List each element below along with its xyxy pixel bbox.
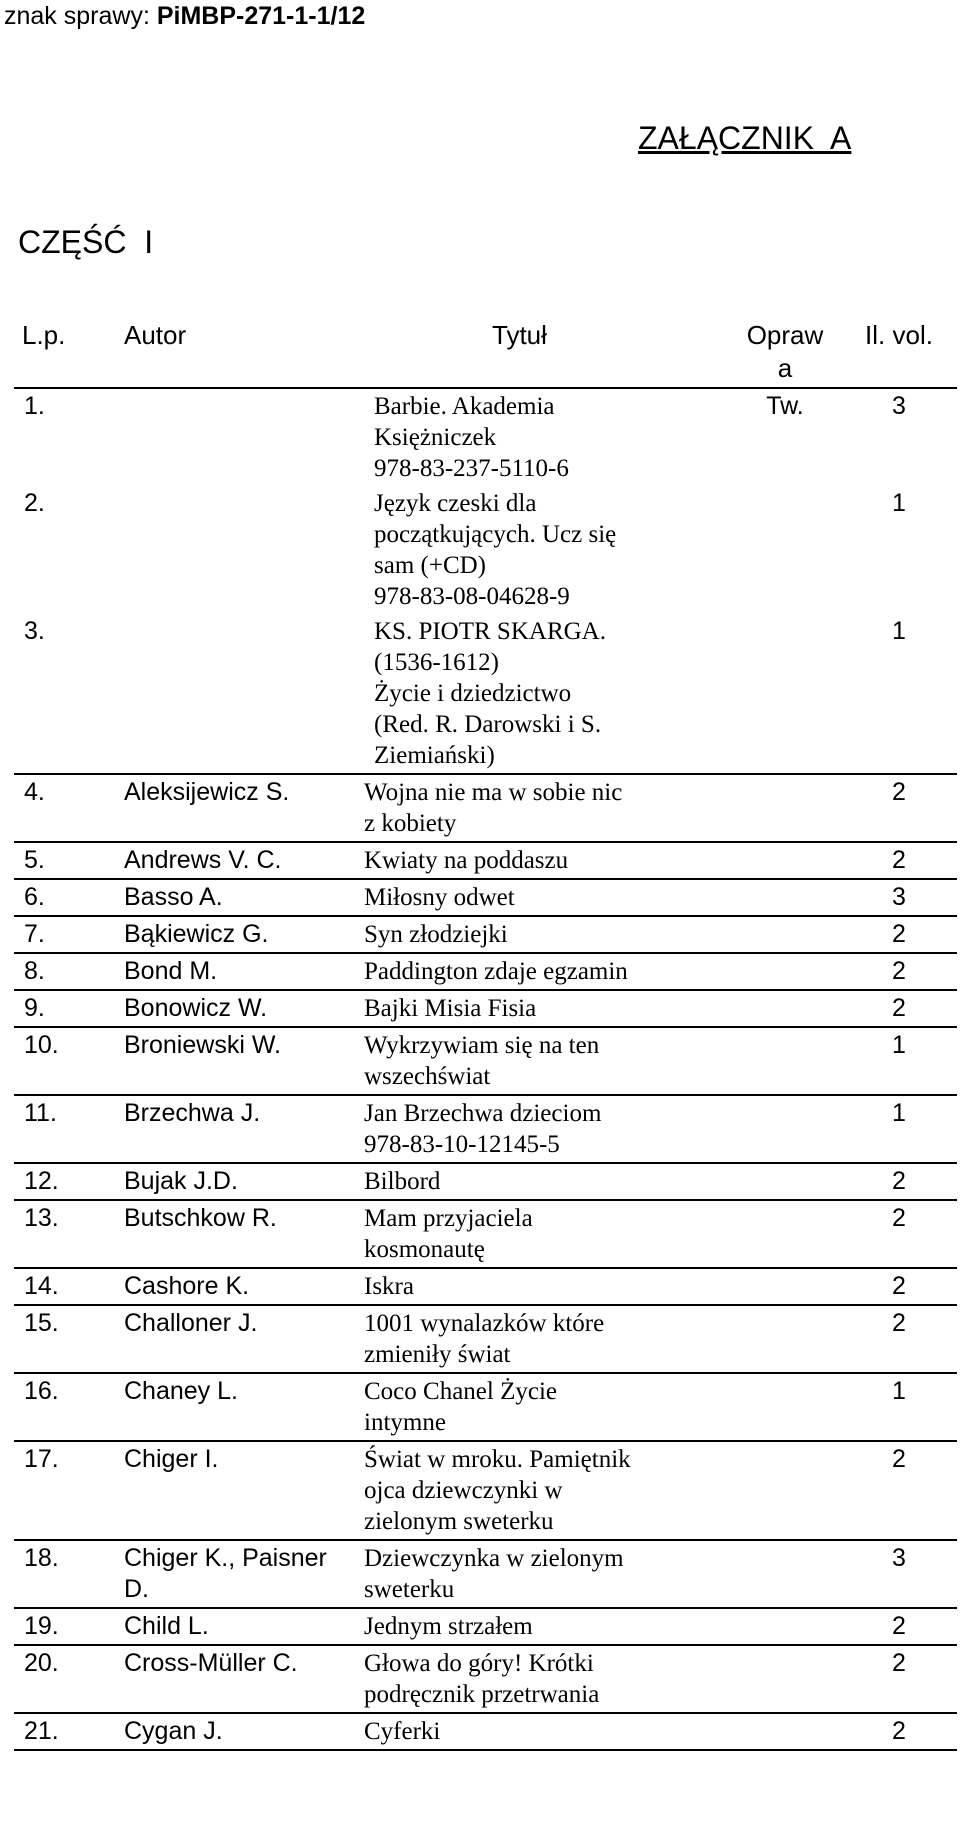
row-author: [102, 486, 364, 614]
row-title-line: Mam przyjaciela: [364, 1205, 533, 1232]
row-title: [364, 1268, 729, 1305]
row-author: [102, 879, 364, 916]
row-volumes-line: 2: [892, 1612, 906, 1640]
col-title: Tytuł: [364, 315, 729, 388]
row-volumes-line: 2: [892, 920, 906, 948]
row-author-line: Bond M.: [124, 957, 218, 985]
table-row: [14, 1305, 957, 1373]
row-volumes-line: 2: [892, 846, 906, 874]
row-volumes-line: 2: [892, 1309, 906, 1337]
row-title-line: (Red. R. Darowski i S.: [374, 711, 602, 738]
row-number: [14, 1373, 102, 1441]
row-author: [102, 1268, 364, 1305]
col-binding-label: Opraw a: [746, 320, 824, 383]
row-author-line: Child L.: [124, 1612, 209, 1640]
row-author-line: Cross-Müller C.: [124, 1649, 298, 1677]
row-number-line: 1.: [24, 392, 45, 420]
row-author-line: Butschkow R.: [124, 1204, 277, 1232]
row-author: [102, 1095, 364, 1163]
row-author: [102, 1540, 364, 1608]
row-number-line: 15.: [24, 1309, 59, 1337]
table-row: [14, 990, 957, 1027]
row-volumes: [841, 916, 957, 953]
row-author-line: Aleksijewicz S.: [124, 778, 290, 806]
row-binding: [729, 1608, 841, 1645]
row-volumes-line: 2: [892, 1204, 906, 1232]
row-binding: [729, 486, 841, 614]
row-title-line: Jednym strzałem: [364, 1613, 533, 1640]
row-author-line: Bąkiewicz G.: [124, 920, 269, 948]
row-number-line: 18.: [24, 1544, 59, 1572]
row-title-line: Wojna nie ma w sobie nic: [364, 779, 623, 806]
row-number-line: 17.: [24, 1445, 59, 1473]
row-volumes-line: 2: [892, 1649, 906, 1677]
row-number-line: 21.: [24, 1717, 59, 1745]
row-volumes-line: 2: [892, 1717, 906, 1745]
row-binding: [729, 1373, 841, 1441]
row-author: [102, 1373, 364, 1441]
row-title-line: 978-83-237-5110-6: [374, 455, 569, 482]
row-title: [364, 879, 729, 916]
row-number-line: 11.: [24, 1099, 57, 1127]
row-title-line: Księżniczek: [374, 424, 497, 451]
row-title: [364, 1163, 729, 1200]
col-lp: L.p.: [14, 315, 102, 388]
row-title-line: Paddington zdaje egzamin: [364, 958, 628, 985]
row-title: [364, 1373, 729, 1441]
row-volumes-line: 2: [892, 957, 906, 985]
row-author-line: Challoner J.: [124, 1309, 258, 1337]
row-binding: [729, 1027, 841, 1095]
row-binding: [729, 614, 841, 774]
books-table: [14, 315, 957, 1751]
row-title: [364, 1713, 729, 1750]
row-author: [102, 953, 364, 990]
row-binding: [729, 388, 841, 486]
row-title: [364, 388, 729, 486]
row-title-line: Syn złodziejki: [364, 921, 508, 948]
row-number-line: 12.: [24, 1167, 59, 1195]
row-author: [102, 1608, 364, 1645]
row-volumes: [841, 1608, 957, 1645]
row-title-line: 978-83-10-12145-5: [364, 1131, 560, 1158]
row-title: [364, 953, 729, 990]
row-title: [364, 990, 729, 1027]
row-title: [364, 774, 729, 842]
row-number-line: 6.: [24, 883, 45, 911]
row-title: [364, 614, 729, 774]
row-binding: [729, 1305, 841, 1373]
table-row: [14, 774, 957, 842]
row-number: [14, 1645, 102, 1713]
row-title-line: Głowa do góry! Krótki: [364, 1650, 594, 1677]
row-author: [102, 1200, 364, 1268]
row-author: [102, 990, 364, 1027]
row-binding: [729, 842, 841, 879]
table-row: [14, 1095, 957, 1163]
row-title-line: Dziewczynka w zielonym: [364, 1545, 624, 1572]
row-number: [14, 486, 102, 614]
row-number: [14, 1027, 102, 1095]
row-author-line: Chiger I.: [124, 1445, 219, 1473]
row-title-line: 1001 wynalazków które: [364, 1310, 605, 1337]
row-volumes: [841, 1373, 957, 1441]
row-title-line: wszechświat: [364, 1063, 491, 1090]
row-title-line: Iskra: [364, 1273, 414, 1300]
row-volumes: [841, 774, 957, 842]
row-number: [14, 774, 102, 842]
row-number: [14, 1540, 102, 1608]
row-title-line: Bajki Misia Fisia: [364, 995, 537, 1022]
row-author: [102, 1163, 364, 1200]
row-title-line: z kobiety: [364, 810, 457, 837]
table-row: [14, 388, 957, 486]
table-row: [14, 1027, 957, 1095]
row-author: [102, 1305, 364, 1373]
annex-title: ZAŁĄCZNIK A: [638, 120, 852, 156]
row-author-line: Brzechwa J.: [124, 1099, 261, 1127]
row-title: [364, 486, 729, 614]
row-title-line: Kwiaty na poddaszu: [364, 847, 569, 874]
row-number: [14, 1305, 102, 1373]
row-title-line: 978-83-08-04628-9: [374, 583, 570, 610]
row-title: [364, 1540, 729, 1608]
row-number: [14, 1200, 102, 1268]
row-title-line: Miłosny odwet: [364, 884, 515, 911]
row-author-line: Cygan J.: [124, 1717, 223, 1745]
row-volumes: [841, 388, 957, 486]
row-volumes: [841, 1163, 957, 1200]
row-title: [364, 1305, 729, 1373]
row-title-line: KS. PIOTR SKARGA.: [374, 618, 606, 645]
row-author: [102, 1713, 364, 1750]
row-author-line: Bonowicz W.: [124, 994, 268, 1022]
row-number-line: 10.: [24, 1031, 59, 1059]
table-row: [14, 486, 957, 614]
row-number-line: 3.: [24, 617, 45, 645]
row-title: [364, 1095, 729, 1163]
row-title: [364, 1441, 729, 1540]
row-number: [14, 1163, 102, 1200]
table-row: [14, 953, 957, 990]
row-author: [102, 388, 364, 486]
row-number: [14, 1441, 102, 1540]
row-title-line: podręcznik przetrwania: [364, 1681, 600, 1708]
row-number-line: 14.: [24, 1272, 59, 1300]
row-author: [102, 1645, 364, 1713]
row-binding: [729, 879, 841, 916]
row-number-line: 16.: [24, 1377, 59, 1405]
row-number-line: 9.: [24, 994, 45, 1022]
table-row: [14, 1645, 957, 1713]
col-volumes: Il. vol.: [841, 315, 957, 388]
row-binding: [729, 1441, 841, 1540]
row-volumes-line: 2: [892, 1272, 906, 1300]
row-number: [14, 1608, 102, 1645]
row-title-line: Życie i dziedzictwo: [374, 680, 572, 707]
row-title: [364, 1200, 729, 1268]
row-author-line: Cashore K.: [124, 1272, 250, 1300]
row-binding: [729, 1645, 841, 1713]
row-volumes: [841, 1200, 957, 1268]
row-number: [14, 1268, 102, 1305]
row-binding: [729, 1713, 841, 1750]
table-row: [14, 1441, 957, 1540]
row-number: [14, 1713, 102, 1750]
row-volumes: [841, 1645, 957, 1713]
row-title-line: (1536-1612): [374, 649, 499, 676]
row-author: [102, 916, 364, 953]
row-title-line: sam (+CD): [374, 552, 486, 579]
part-title: CZĘŚĆ I: [18, 224, 154, 260]
row-author: [102, 614, 364, 774]
row-title-line: Wykrzywiam się na ten: [364, 1032, 600, 1059]
row-title-line: Coco Chanel Życie: [364, 1378, 557, 1405]
row-title: [364, 916, 729, 953]
row-volumes-line: 2: [892, 778, 906, 806]
table-row: [14, 614, 957, 774]
row-volumes: [841, 486, 957, 614]
row-volumes: [841, 1540, 957, 1608]
table-row: [14, 1200, 957, 1268]
row-volumes-line: 3: [892, 392, 906, 420]
row-volumes: [841, 953, 957, 990]
row-title-line: sweterku: [364, 1576, 455, 1603]
row-number: [14, 990, 102, 1027]
row-volumes: [841, 1305, 957, 1373]
row-title-line: zielonym sweterku: [364, 1508, 554, 1535]
table-row: [14, 842, 957, 879]
row-number: [14, 842, 102, 879]
row-author-line: Broniewski W.: [124, 1031, 281, 1059]
table-row: [14, 1163, 957, 1200]
row-author-line: Chaney L.: [124, 1377, 238, 1405]
row-binding: [729, 774, 841, 842]
row-binding: [729, 1268, 841, 1305]
row-volumes-line: 2: [892, 994, 906, 1022]
row-title: [364, 1027, 729, 1095]
row-number-line: 4.: [24, 778, 45, 806]
row-number: [14, 879, 102, 916]
row-binding-line: Tw.: [766, 392, 804, 420]
row-volumes-line: 3: [892, 1544, 906, 1572]
table-row: [14, 1713, 957, 1750]
row-number-line: 7.: [24, 920, 45, 948]
row-volumes: [841, 1027, 957, 1095]
row-binding: [729, 1540, 841, 1608]
row-title-line: kosmonautę: [364, 1236, 485, 1263]
row-volumes-line: 1: [892, 489, 906, 517]
row-number-line: 2.: [24, 489, 45, 517]
row-title-line: Barbie. Akademia: [374, 393, 555, 420]
row-volumes: [841, 1268, 957, 1305]
row-volumes: [841, 614, 957, 774]
row-title-line: Bilbord: [364, 1168, 441, 1195]
table-row: [14, 916, 957, 953]
row-title-line: Jan Brzechwa dzieciom: [364, 1100, 602, 1127]
row-volumes: [841, 990, 957, 1027]
row-title: [364, 1645, 729, 1713]
row-number-line: 13.: [24, 1204, 59, 1232]
row-author: [102, 1441, 364, 1540]
row-number: [14, 953, 102, 990]
row-number: [14, 614, 102, 774]
row-binding: [729, 916, 841, 953]
table-body: [14, 388, 957, 1750]
table-row: [14, 1268, 957, 1305]
row-title-line: Język czeski dla: [374, 490, 537, 517]
row-number-line: 20.: [24, 1649, 59, 1677]
row-author-line: Basso A.: [124, 883, 223, 911]
row-number: [14, 388, 102, 486]
row-volumes: [841, 1713, 957, 1750]
case-label: znak sprawy:: [4, 2, 157, 30]
row-author-line: Bujak J.D.: [124, 1167, 238, 1195]
col-binding: [729, 315, 841, 388]
row-title: [364, 1608, 729, 1645]
table-row: [14, 1373, 957, 1441]
row-author-line: Andrews V. C.: [124, 846, 282, 874]
row-volumes-line: 2: [892, 1167, 906, 1195]
row-volumes: [841, 842, 957, 879]
row-author: [102, 842, 364, 879]
row-number: [14, 1095, 102, 1163]
row-number-line: 19.: [24, 1612, 59, 1640]
row-volumes-line: 1: [892, 617, 906, 645]
row-author-line: Chiger K., Paisner: [124, 1544, 327, 1572]
row-binding: [729, 1163, 841, 1200]
row-volumes-line: 2: [892, 1445, 906, 1473]
row-number-line: 5.: [24, 846, 45, 874]
row-volumes-line: 1: [892, 1377, 906, 1405]
row-title-line: początkujących. Ucz się: [374, 521, 617, 548]
row-number-line: 8.: [24, 957, 45, 985]
row-title-line: Cyferki: [364, 1718, 441, 1745]
row-title-line: intymne: [364, 1409, 446, 1436]
row-volumes-line: 1: [892, 1099, 906, 1127]
table-header: [14, 315, 957, 388]
row-title-line: Świat w mroku. Pamiętnik: [364, 1446, 631, 1473]
row-volumes: [841, 1095, 957, 1163]
row-binding: [729, 953, 841, 990]
row-author-line: D.: [124, 1575, 149, 1603]
row-binding: [729, 990, 841, 1027]
row-author: [102, 1027, 364, 1095]
row-binding: [729, 1095, 841, 1163]
col-author: Autor: [102, 315, 364, 388]
table-row: [14, 879, 957, 916]
row-volumes-line: 1: [892, 1031, 906, 1059]
row-volumes: [841, 1441, 957, 1540]
row-title-line: zmieniły świat: [364, 1341, 511, 1368]
case-number: PiMBP-271-1-1/12: [156, 2, 366, 30]
table-row: [14, 1540, 957, 1608]
case-number-line: [4, 0, 365, 32]
row-title: [364, 842, 729, 879]
table-row: [14, 1608, 957, 1645]
row-title-line: Ziemiański): [374, 742, 495, 769]
row-author: [102, 774, 364, 842]
row-title-line: ojca dziewczynki w: [364, 1477, 563, 1504]
row-binding: [729, 1200, 841, 1268]
row-number: [14, 916, 102, 953]
row-volumes: [841, 879, 957, 916]
row-volumes-line: 3: [892, 883, 906, 911]
